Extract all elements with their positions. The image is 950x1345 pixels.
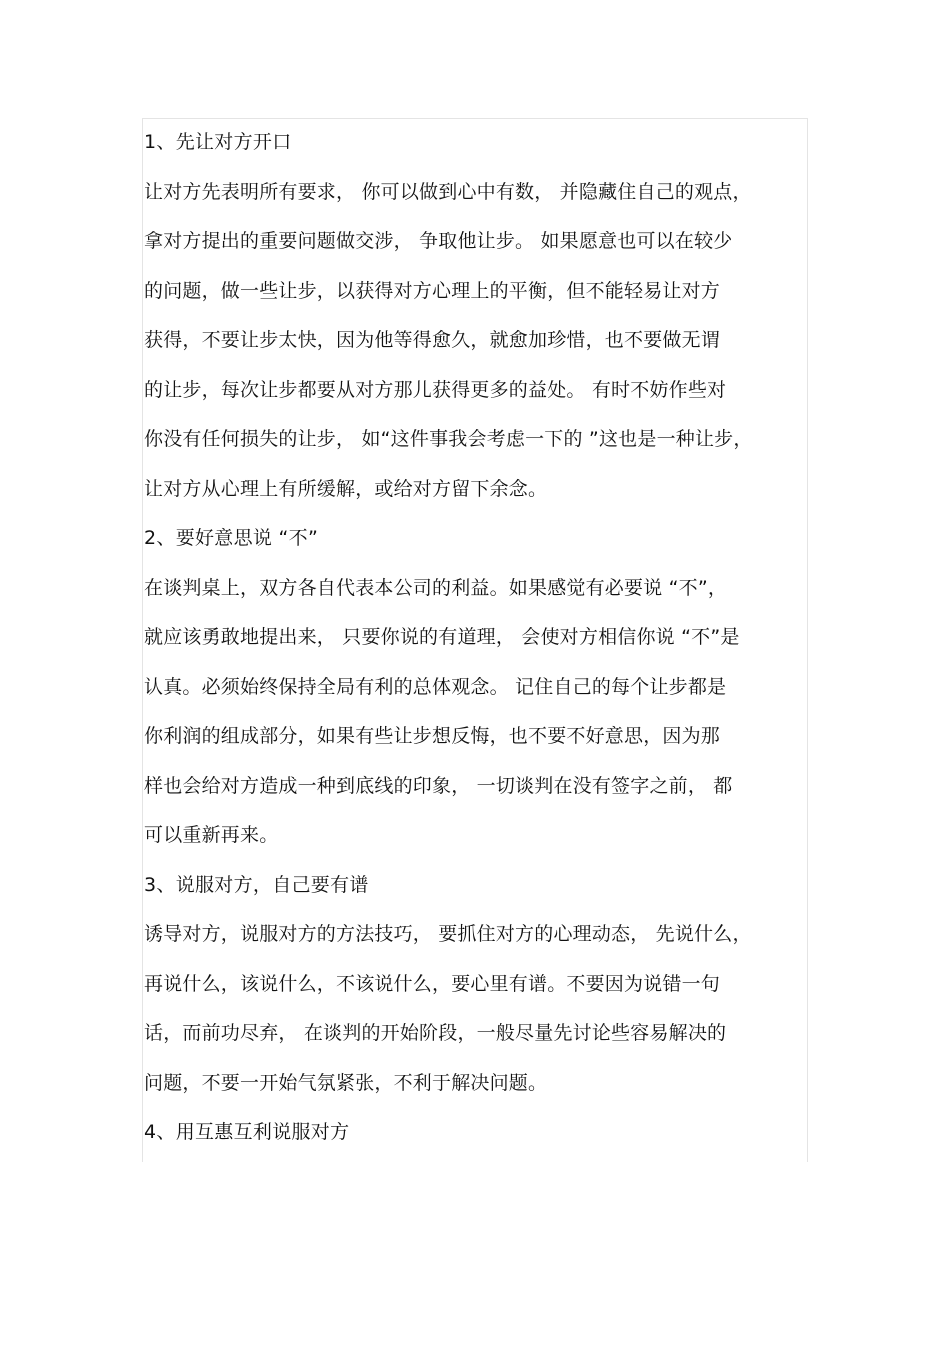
paragraph-line: 可以重新再来。: [144, 824, 279, 846]
paragraph-line: 样也会给对方造成一种到底线的印象， 一切谈判在没有签字之前， 都: [144, 774, 733, 797]
paragraph-line: 的让步，每次让步都要从对方那儿获得更多的益处。 有时不妨作些对: [144, 378, 727, 401]
paragraph-line: 认真。必须始终保持全局有利的总体观念。 记住自己的每个让步都是: [144, 675, 727, 698]
paragraph-line: 让对方从心理上有所缓解，或给对方留下余念。: [144, 477, 548, 500]
paragraph-line: 问题，不要一开始气氛紧张，不利于解决问题。: [144, 1071, 548, 1094]
paragraph-line: 你没有任何损失的让步， 如“这件事我会考虑一下的 ”这也是一种让步，: [144, 428, 753, 450]
section-heading-2: 2、要好意思说 “不”: [144, 527, 319, 549]
paragraph-line: 话，而前功尽弃， 在谈判的开始阶段，一般尽量先讨论些容易解决的: [144, 1022, 727, 1044]
paragraph-line: 拿对方提出的重要问题做交涉， 争取他让步。 如果愿意也可以在较少: [144, 230, 733, 252]
section-heading-3: 3、说服对方，自己要有谱: [144, 873, 369, 896]
paragraph-line: 在谈判桌上，双方各自代表本公司的利益。如果感觉有必要说 “不”，: [144, 576, 728, 599]
paragraph-line: 让对方先表明所有要求， 你可以做到心中有数， 并隐藏住自己的观点，: [144, 180, 752, 203]
paragraph-line: 就应该勇敢地提出来， 只要你说的有道理， 会使对方相信你说 “不”是: [144, 626, 740, 648]
paragraph-line: 的问题，做一些让步，以获得对方心理上的平衡，但不能轻易让对方: [144, 279, 721, 302]
document-body: [144, 118, 808, 1158]
paragraph-line: 再说什么，该说什么，不该说什么，要心里有谱。不要因为说错一句: [144, 972, 721, 995]
section-heading-1: 1、先让对方开口: [144, 131, 292, 153]
paragraph-line: 获得，不要让步太快，因为他等得愈久，就愈加珍惜，也不要做无谓: [144, 329, 721, 351]
paragraph-line: 你利润的组成部分，如果有些让步想反悔，也不要不好意思，因为那: [144, 725, 721, 747]
paragraph-line: 诱导对方，说服对方的方法技巧， 要抓住对方的心理动态， 先说什么，: [144, 923, 752, 945]
section-heading-4: 4、用互惠互利说服对方: [144, 1121, 350, 1143]
